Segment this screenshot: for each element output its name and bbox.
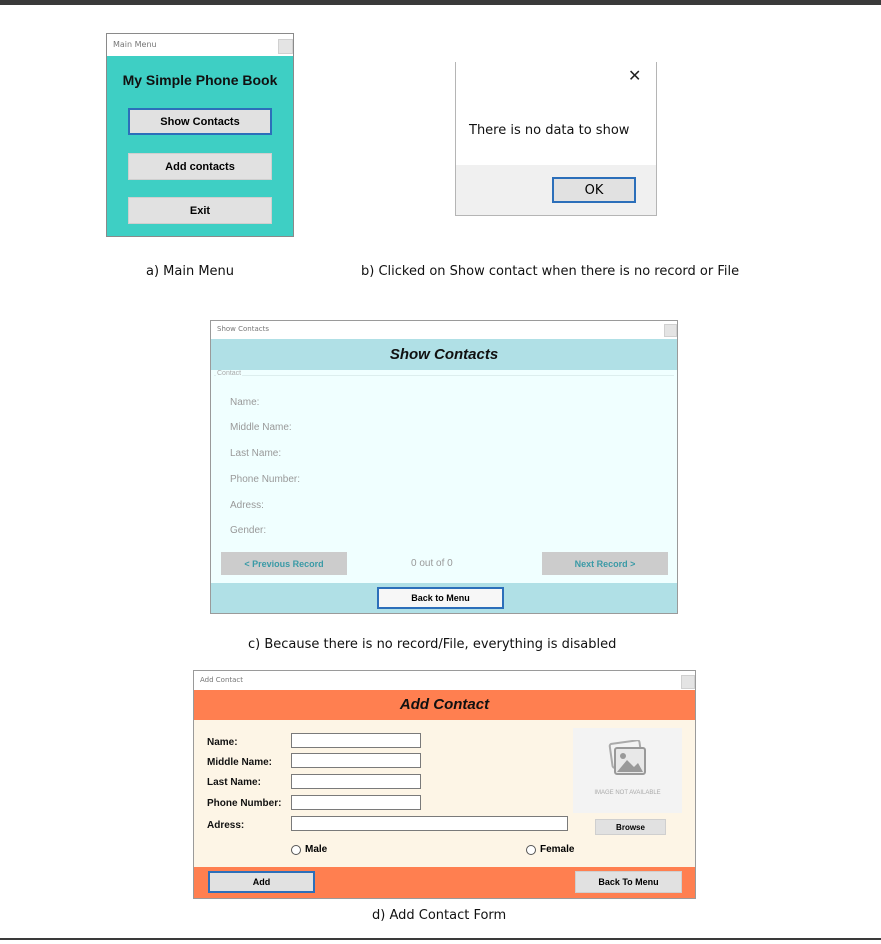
main-menu-heading: My Simple Phone Book xyxy=(122,72,278,88)
female-label: Female xyxy=(540,844,575,855)
male-radio[interactable] xyxy=(291,844,327,855)
male-label: Male xyxy=(305,844,328,855)
show-contacts-button[interactable]: Show Contacts xyxy=(128,108,272,135)
dialog-message: There is no data to show xyxy=(469,123,630,138)
show-contacts-footer xyxy=(211,583,677,613)
label-middle-name: Middle Name: xyxy=(207,757,273,768)
label-phone-number: Phone Number: xyxy=(207,798,282,809)
caption-b: b) Clicked on Show contact when there is no record or File xyxy=(361,264,740,279)
add-contact-footer xyxy=(194,867,695,898)
field-label-phone-number: Phone Number: xyxy=(230,474,301,485)
field-label-name: Name: xyxy=(230,397,260,408)
browse-button[interactable]: Browse xyxy=(595,819,666,835)
show-contacts-close-button[interactable] xyxy=(664,324,677,337)
add-contact-heading: Add Contact xyxy=(399,696,490,713)
label-address: Adress: xyxy=(207,820,245,831)
main-menu-titlebar xyxy=(107,34,293,56)
add-contact-header xyxy=(194,690,695,720)
dialog-close-icon[interactable]: ✕ xyxy=(628,66,642,85)
contact-group-label: Contact xyxy=(217,370,242,377)
contact-group-box xyxy=(214,370,674,554)
previous-record-button[interactable]: < Previous Record xyxy=(221,552,347,575)
field-label-middle-name: Middle Name: xyxy=(230,422,292,433)
phone-number-input[interactable] xyxy=(291,795,421,810)
main-menu-close-button[interactable] xyxy=(278,39,293,54)
caption-d: d) Add Contact Form xyxy=(372,908,507,923)
next-record-button[interactable]: Next Record > xyxy=(542,552,668,575)
message-dialog xyxy=(455,62,657,216)
field-label-gender: Gender: xyxy=(230,525,267,536)
show-contacts-titlebar xyxy=(211,321,677,339)
record-counter: 0 out of 0 xyxy=(411,558,453,569)
caption-c: c) Because there is no record/File, everything is disabled xyxy=(248,637,617,652)
female-radio[interactable] xyxy=(526,844,574,855)
exit-button[interactable]: Exit xyxy=(128,197,272,224)
show-contacts-window xyxy=(210,320,678,614)
label-name: Name: xyxy=(207,737,238,748)
show-contacts-title: Show Contacts xyxy=(217,325,269,333)
bottom-border xyxy=(0,938,881,940)
name-input[interactable] xyxy=(291,733,421,748)
field-label-address: Adress: xyxy=(230,500,264,511)
add-contact-title: Add Contact xyxy=(200,676,244,684)
male-radio-circle[interactable] xyxy=(291,845,301,855)
back-to-menu-button[interactable]: Back to Menu xyxy=(377,587,504,609)
add-contact-close-button[interactable] xyxy=(681,675,695,689)
dialog-ok-button[interactable]: OK xyxy=(552,177,636,203)
label-last-name: Last Name: xyxy=(207,777,261,788)
last-name-input[interactable] xyxy=(291,774,421,789)
main-menu-title: Main Menu xyxy=(113,40,157,49)
show-contacts-heading: Show Contacts xyxy=(389,346,499,363)
top-border xyxy=(0,0,881,5)
image-not-available-text: IMAGE NOT AVAILABLE xyxy=(594,790,661,796)
address-input[interactable] xyxy=(291,816,568,831)
add-contact-window xyxy=(193,670,696,899)
main-menu-window xyxy=(106,33,294,237)
back-to-menu-add-button[interactable]: Back To Menu xyxy=(575,871,682,893)
image-placeholder-icon xyxy=(607,740,649,780)
add-button[interactable]: Add xyxy=(208,871,315,893)
field-label-last-name: Last Name: xyxy=(230,448,282,459)
middle-name-input[interactable] xyxy=(291,753,421,768)
dialog-footer xyxy=(456,165,656,215)
image-placeholder xyxy=(573,728,682,813)
caption-a: a) Main Menu xyxy=(146,264,235,279)
add-contact-titlebar xyxy=(194,671,695,690)
add-contacts-button[interactable]: Add contacts xyxy=(128,153,272,180)
female-radio-circle[interactable] xyxy=(526,845,536,855)
show-contacts-header xyxy=(211,339,677,370)
